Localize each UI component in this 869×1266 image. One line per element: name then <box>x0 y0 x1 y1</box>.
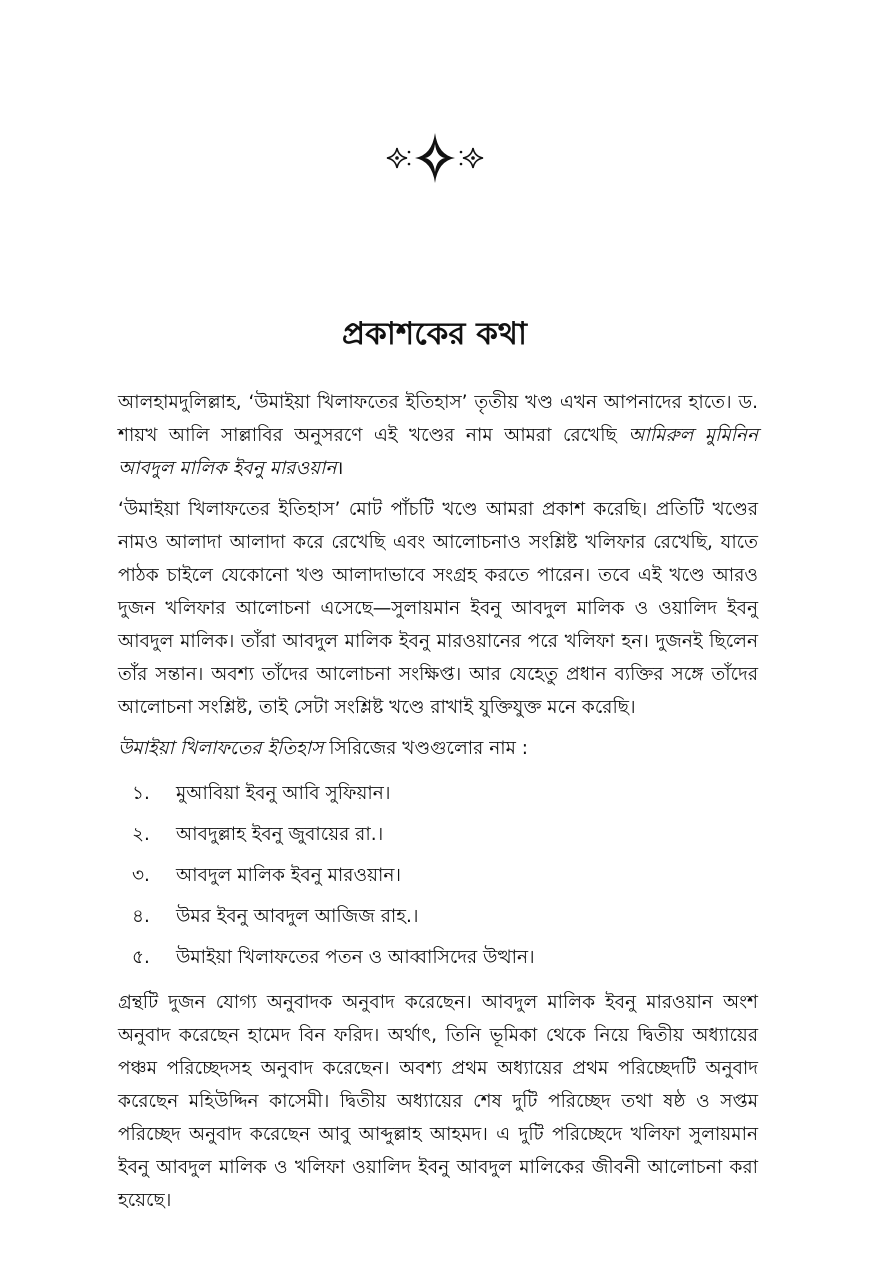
intro-paragraph <box>118 386 758 485</box>
list-item <box>118 855 758 896</box>
intro-end: । <box>336 458 344 479</box>
volume-name: মুআবিয়া ইবনু আবি সুফিয়ান। <box>176 783 391 804</box>
series-heading <box>118 732 758 765</box>
series-heading-text: সিরিজের খণ্ডগুলোর নাম : <box>323 738 528 759</box>
series-title-italic: উমাইয়া খিলাফতের ইতিহাস <box>118 738 324 759</box>
list-item <box>118 896 758 937</box>
volume-title-italic: আমিরুল মুমিনিন আবদুল মালিক ইবনু মারওয়ান <box>118 425 758 479</box>
list-number: ৩. <box>132 865 150 886</box>
volume-list <box>118 773 758 978</box>
list-number: ৫. <box>132 947 150 968</box>
ornament-icon <box>0 128 869 188</box>
intro-text: আলহামদুলিল্লাহ, ‘উমাইয়া খিলাফতের ইতিহাস’ তৃতীয় খণ্ড এখন আপনাদের হাতে। ড. শায়খ আলি সাল্লাবির অনুসরণে এই খণ্ডের নাম আমরা রেখেছি <box>118 392 758 446</box>
series-description-paragraph: ‘উমাইয়া খিলাফতের ইতিহাস’ মোট পাঁচটি খণ্ডে আমরা প্রকাশ করেছি। প্রতিটি খণ্ডের নামও আলাদা আলাদা করে রেখেছি এবং আলোচনাও সংশ্লিষ্ট খলিফার রেখেছি, যাতে পাঠক চাইলে যেকোনো খণ্ড আলাদাভাবে সংগ্রহ করতে পারেন। তবে এই খণ্ডে আরও দুজন খলিফার আলোচনা এসেছে—সুলায়মান ইবনু আবদুল মালিক ও ওয়ালিদ ইবনু আবদুল মালিক। তাঁরা আবদুল মালিক ইবনু মারওয়ানের পরে খলিফা হন। দুজনই ছিলেন তাঁর সন্তান। অবশ্য তাঁদের আলোচনা সংক্ষিপ্ত। আর যেহেতু প্রধান ব্যক্তির সঙ্গে তাঁদের আলোচনা সংশ্লিষ্ট, তাই সেটা সংশ্লিষ্ট খণ্ডে রাখাই যুক্তিযুক্ত মনে করেছি। <box>118 499 758 718</box>
volume-name: উমর ইবনু আবদুল আজিজ রাহ.। <box>176 906 419 927</box>
list-number: ২. <box>132 824 150 845</box>
four-point-star-ornament-icon <box>375 128 495 188</box>
translators-paragraph: গ্রন্থটি দুজন যোগ্য অনুবাদক অনুবাদ করেছেন। আবদুল মালিক ইবনু মারওয়ান অংশ অনুবাদ করেছেন হামেদ বিন ফরিদ। অর্থাৎ, তিনি ভূমিকা থেকে নিয়ে দ্বিতীয় অধ্যায়ের পঞ্চম পরিচ্ছেদসহ অনুবাদ করেছেন। অবশ্য প্রথম অধ্যায়ের প্রথম পরিচ্ছেদটি অনুবাদ করেছেন মহিউদ্দিন কাসেমী। দ্বিতীয় অধ্যায়ের শেষ দুটি পরিচ্ছেদ তথা ষষ্ঠ ও সপ্তম পরিচ্ছেদ অনুবাদ করেছেন আবু আব্দুল্লাহ আহমদ। এ দুটি পরিচ্ছেদে খলিফা সুলায়মান ইবনু আবদুল মালিক ও খলিফা ওয়ালিদ ইবনু আবদুল মালিকের জীবনী আলোচনা করা হয়েছে। <box>118 992 758 1211</box>
volume-name: আবদুল মালিক ইবনু মারওয়ান। <box>176 865 401 886</box>
list-item <box>118 814 758 855</box>
list-item <box>118 937 758 978</box>
volume-name: আবদুল্লাহ ইবনু জুবায়ের রা.। <box>176 824 384 845</box>
page-body <box>118 386 758 1225</box>
volume-name: উমাইয়া খিলাফতের পতন ও আব্বাসিদের উত্থান। <box>176 947 535 968</box>
page-title: প্রকাশকের কথা <box>342 316 527 352</box>
list-item <box>118 773 758 814</box>
list-number: ৪. <box>132 906 150 927</box>
list-number: ১. <box>132 783 150 804</box>
